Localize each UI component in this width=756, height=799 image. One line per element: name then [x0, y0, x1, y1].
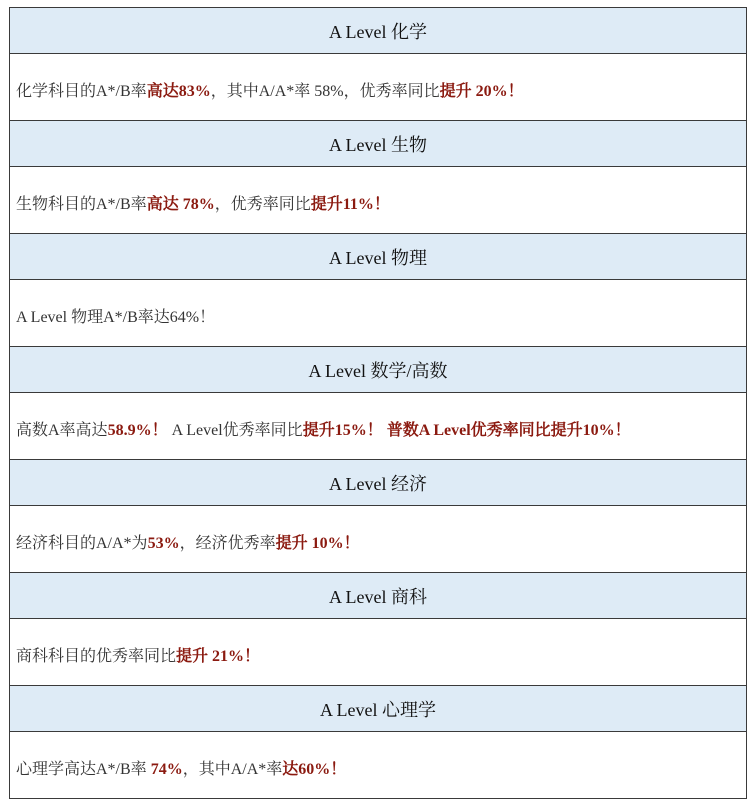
- result-text: A Level优秀率同比: [167, 421, 303, 439]
- result-text: 经济科目的A/A*为: [16, 534, 148, 552]
- result-text: A Level 物理A*/B率达64%！: [16, 308, 216, 326]
- subject-title: A Level 商科: [10, 573, 747, 619]
- result-text: ，其中A/A*率 58%，优秀率同比: [210, 82, 440, 100]
- highlight-text: 提升 10%！: [275, 534, 360, 552]
- result-text: ，其中A/A*率: [182, 760, 283, 778]
- subject-header-row: [10, 460, 747, 506]
- highlight-text: 提升11%！: [310, 195, 390, 213]
- highlight-text: 提升 21%！: [176, 647, 261, 665]
- subject-title: A Level 生物: [10, 121, 747, 167]
- subject-result-row: [10, 167, 747, 234]
- result-text: 高数A率高达: [16, 421, 108, 439]
- subject-result-row: [10, 619, 747, 686]
- subject-header-row: [10, 8, 747, 54]
- subject-result-text: [10, 619, 747, 686]
- highlight-text: 提升 20%！: [439, 82, 524, 100]
- highlight-text: 高达83%: [146, 82, 211, 100]
- result-text: 商科科目的优秀率同比: [16, 647, 177, 665]
- subject-result-text: [10, 54, 747, 121]
- subject-title: A Level 物理: [10, 234, 747, 280]
- results-table-body: [10, 8, 747, 799]
- subject-title: A Level 经济: [10, 460, 747, 506]
- subject-title: A Level 心理学: [10, 686, 747, 732]
- results-table: [9, 7, 747, 799]
- subject-title: A Level 化学: [10, 8, 747, 54]
- subject-header-row: [10, 573, 747, 619]
- result-text: ，经济优秀率: [179, 534, 276, 552]
- subject-result-text: [10, 280, 747, 347]
- highlight-text: 53%: [147, 534, 180, 552]
- subject-header-row: [10, 686, 747, 732]
- highlight-text: 达60%！: [282, 760, 347, 778]
- result-text: 心理学高达A*/B率: [16, 760, 151, 778]
- highlight-text: 高达 78%: [146, 195, 215, 213]
- subject-result-row: [10, 280, 747, 347]
- highlight-text: 提升15%！ 普数A Level优秀率同比提升10%！: [302, 421, 631, 439]
- result-text: 生物科目的A*/B率: [16, 195, 147, 213]
- result-text: ，优秀率同比: [214, 195, 311, 213]
- subject-result-row: [10, 54, 747, 121]
- subject-result-text: [10, 167, 747, 234]
- subject-header-row: [10, 347, 747, 393]
- subject-header-row: [10, 234, 747, 280]
- subject-result-text: [10, 393, 747, 460]
- highlight-text: 58.9%！: [107, 421, 168, 439]
- subject-result-row: [10, 732, 747, 799]
- highlight-text: 74%: [150, 760, 183, 778]
- subject-result-row: [10, 393, 747, 460]
- subject-result-text: [10, 506, 747, 573]
- subject-result-text: [10, 732, 747, 799]
- subject-title: A Level 数学/高数: [10, 347, 747, 393]
- subject-header-row: [10, 121, 747, 167]
- subject-result-row: [10, 506, 747, 573]
- result-text: 化学科目的A*/B率: [16, 82, 147, 100]
